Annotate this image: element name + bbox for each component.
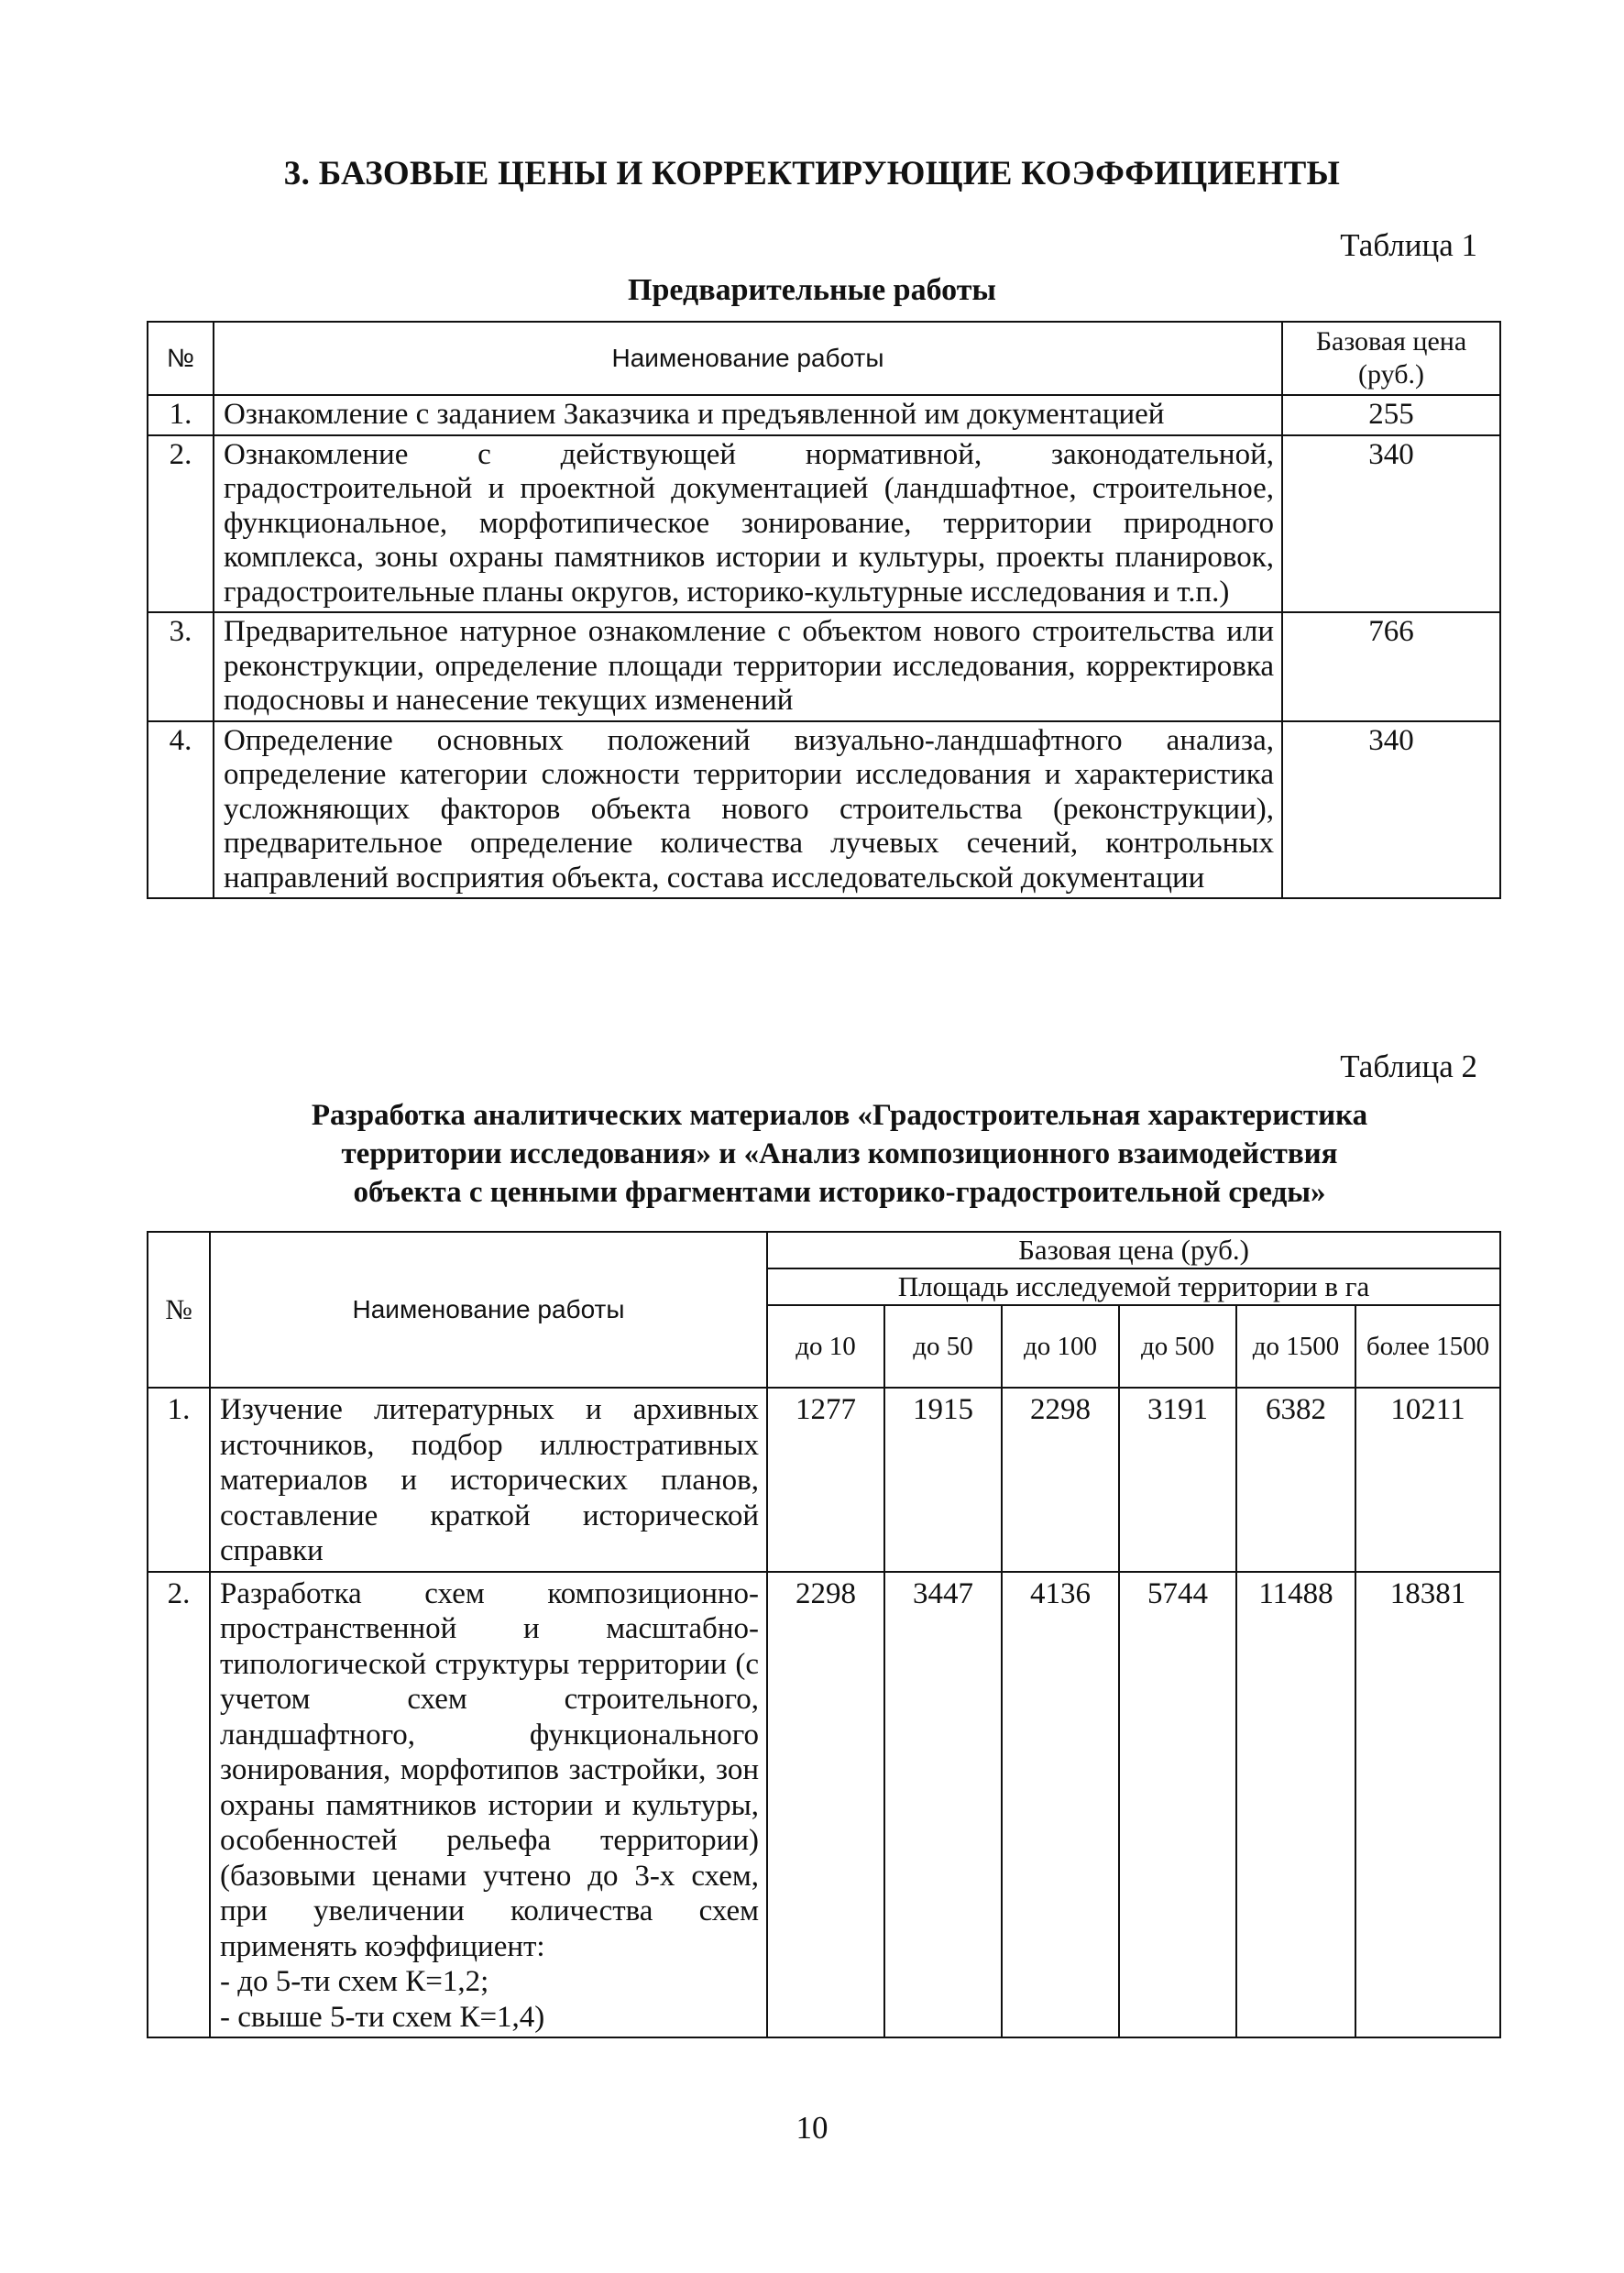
table1-header-work: Наименование работы <box>214 322 1282 395</box>
base-price: 766 <box>1282 612 1500 721</box>
table-row <box>148 721 1500 899</box>
work-name: Ознакомление с действующей нормативной, законодательной, градостроительной и проектной документацией (ландшафтное, строительное, функциональное, морфотипическое зонирование, территории природного комплекса, зоны охраны памятников истории и культуры, проекты планировок, градостроительные планы округов, историко-культурные исследования и т.п.) <box>214 435 1282 613</box>
coefficient-item: - до 5-ти схем К=1,2; <box>220 1965 489 1998</box>
area-column-header: более 1500 <box>1355 1305 1500 1388</box>
table2-header-price: Базовая цена (руб.) <box>767 1232 1500 1268</box>
price-cell: 11488 <box>1236 1572 1355 2038</box>
price-cell: 2298 <box>767 1572 884 2038</box>
base-price: 340 <box>1282 435 1500 613</box>
table2-title-line-3: объекта с ценными фрагментами историко-градостроительной среды» <box>353 1176 1326 1209</box>
row-number: 3. <box>148 612 214 721</box>
area-column-header: до 50 <box>884 1305 1002 1388</box>
work-name: Ознакомление с заданием Заказчика и предъявленной им документацией <box>214 395 1282 435</box>
price-cell: 2298 <box>1002 1388 1119 1572</box>
price-cell: 10211 <box>1355 1388 1500 1572</box>
price-cell: 6382 <box>1236 1388 1355 1572</box>
price-cell: 18381 <box>1355 1572 1500 2038</box>
table2-header-work: Наименование работы <box>210 1232 767 1388</box>
area-column-header: до 100 <box>1002 1305 1119 1388</box>
work-name: Предварительное натурное ознакомление с объектом нового строительства или реконструкции, определение площади территории исследования, корректировка подосновы и нанесение текущих изменений <box>214 612 1282 721</box>
table1-header-num: № <box>148 322 214 395</box>
work-name: Изучение литературных и архивных источников, подбор иллюстративных материалов и исторических планов, составление краткой исторической справки <box>210 1388 767 1572</box>
price-cell: 3447 <box>884 1572 1002 2038</box>
table2-header-area: Площадь исследуемой территории в га <box>767 1268 1500 1305</box>
section-title: 3. БАЗОВЫЕ ЦЕНЫ И КОРРЕКТИРУЮЩИЕ КОЭФФИЦИЕНТЫ <box>283 155 1341 192</box>
work-name-cell <box>210 1572 767 2038</box>
table-row <box>148 1388 1500 1572</box>
area-column-header: до 500 <box>1119 1305 1236 1388</box>
table-row <box>148 435 1500 613</box>
table1-label: Таблица 1 <box>1340 227 1477 263</box>
table2 <box>147 1231 1501 2038</box>
table2-title-line-1: Разработка аналитических материалов «Градостроительная характеристика <box>311 1099 1368 1132</box>
area-column-header: до 10 <box>767 1305 884 1388</box>
area-column-header: до 1500 <box>1236 1305 1355 1388</box>
table-row <box>148 612 1500 721</box>
row-number: 2. <box>148 435 214 613</box>
price-cell: 5744 <box>1119 1572 1236 2038</box>
page-number: 10 <box>796 2110 828 2146</box>
row-number: 4. <box>148 721 214 899</box>
price-cell: 1277 <box>767 1388 884 1572</box>
table1 <box>147 321 1501 899</box>
table2-label: Таблица 2 <box>1340 1049 1477 1084</box>
work-name: Определение основных положений визуально-ландшафтного анализа, определение категории сложности территории исследования и характеристика усложняющих факторов объекта нового строительства (реконструкции), предварительное определение количества лучевых сечений, контрольных направлений восприятия объекта, состава исследовательской документации <box>214 721 1282 899</box>
table2-header-num: № <box>148 1232 210 1388</box>
table2-title <box>147 1096 1532 1212</box>
row-number: 1. <box>148 395 214 435</box>
price-cell: 1915 <box>884 1388 1002 1572</box>
base-price: 340 <box>1282 721 1500 899</box>
row-number: 1. <box>148 1388 210 1572</box>
work-name: Разработка схем композиционно-пространственной и масштабно-типологической структуры территории (с учетом схем строительного, ландшафтного, функционального зонирования, морфотипов застройки, зон охраны памятников истории и культуры, особенностей рельефа территории) (базовыми ценами учтено до 3-х схем, при увеличении количества схем применять коэффициент: <box>220 1576 759 1963</box>
coefficient-item: - свыше 5-ти схем К=1,4) <box>220 2000 545 2034</box>
table1-header-row <box>148 322 1500 395</box>
table-row <box>148 395 1500 435</box>
table2-title-line-2: территории исследования» и «Анализ композиционного взаимодействия <box>341 1137 1338 1170</box>
row-number: 2. <box>148 1572 210 2038</box>
table2-header-row <box>148 1232 1500 1268</box>
base-price: 255 <box>1282 395 1500 435</box>
price-cell: 4136 <box>1002 1572 1119 2038</box>
table-row <box>148 1572 1500 2038</box>
table1-header-price: Базовая цена (руб.) <box>1282 322 1500 395</box>
price-cell: 3191 <box>1119 1388 1236 1572</box>
table1-title: Предварительные работы <box>628 273 996 307</box>
